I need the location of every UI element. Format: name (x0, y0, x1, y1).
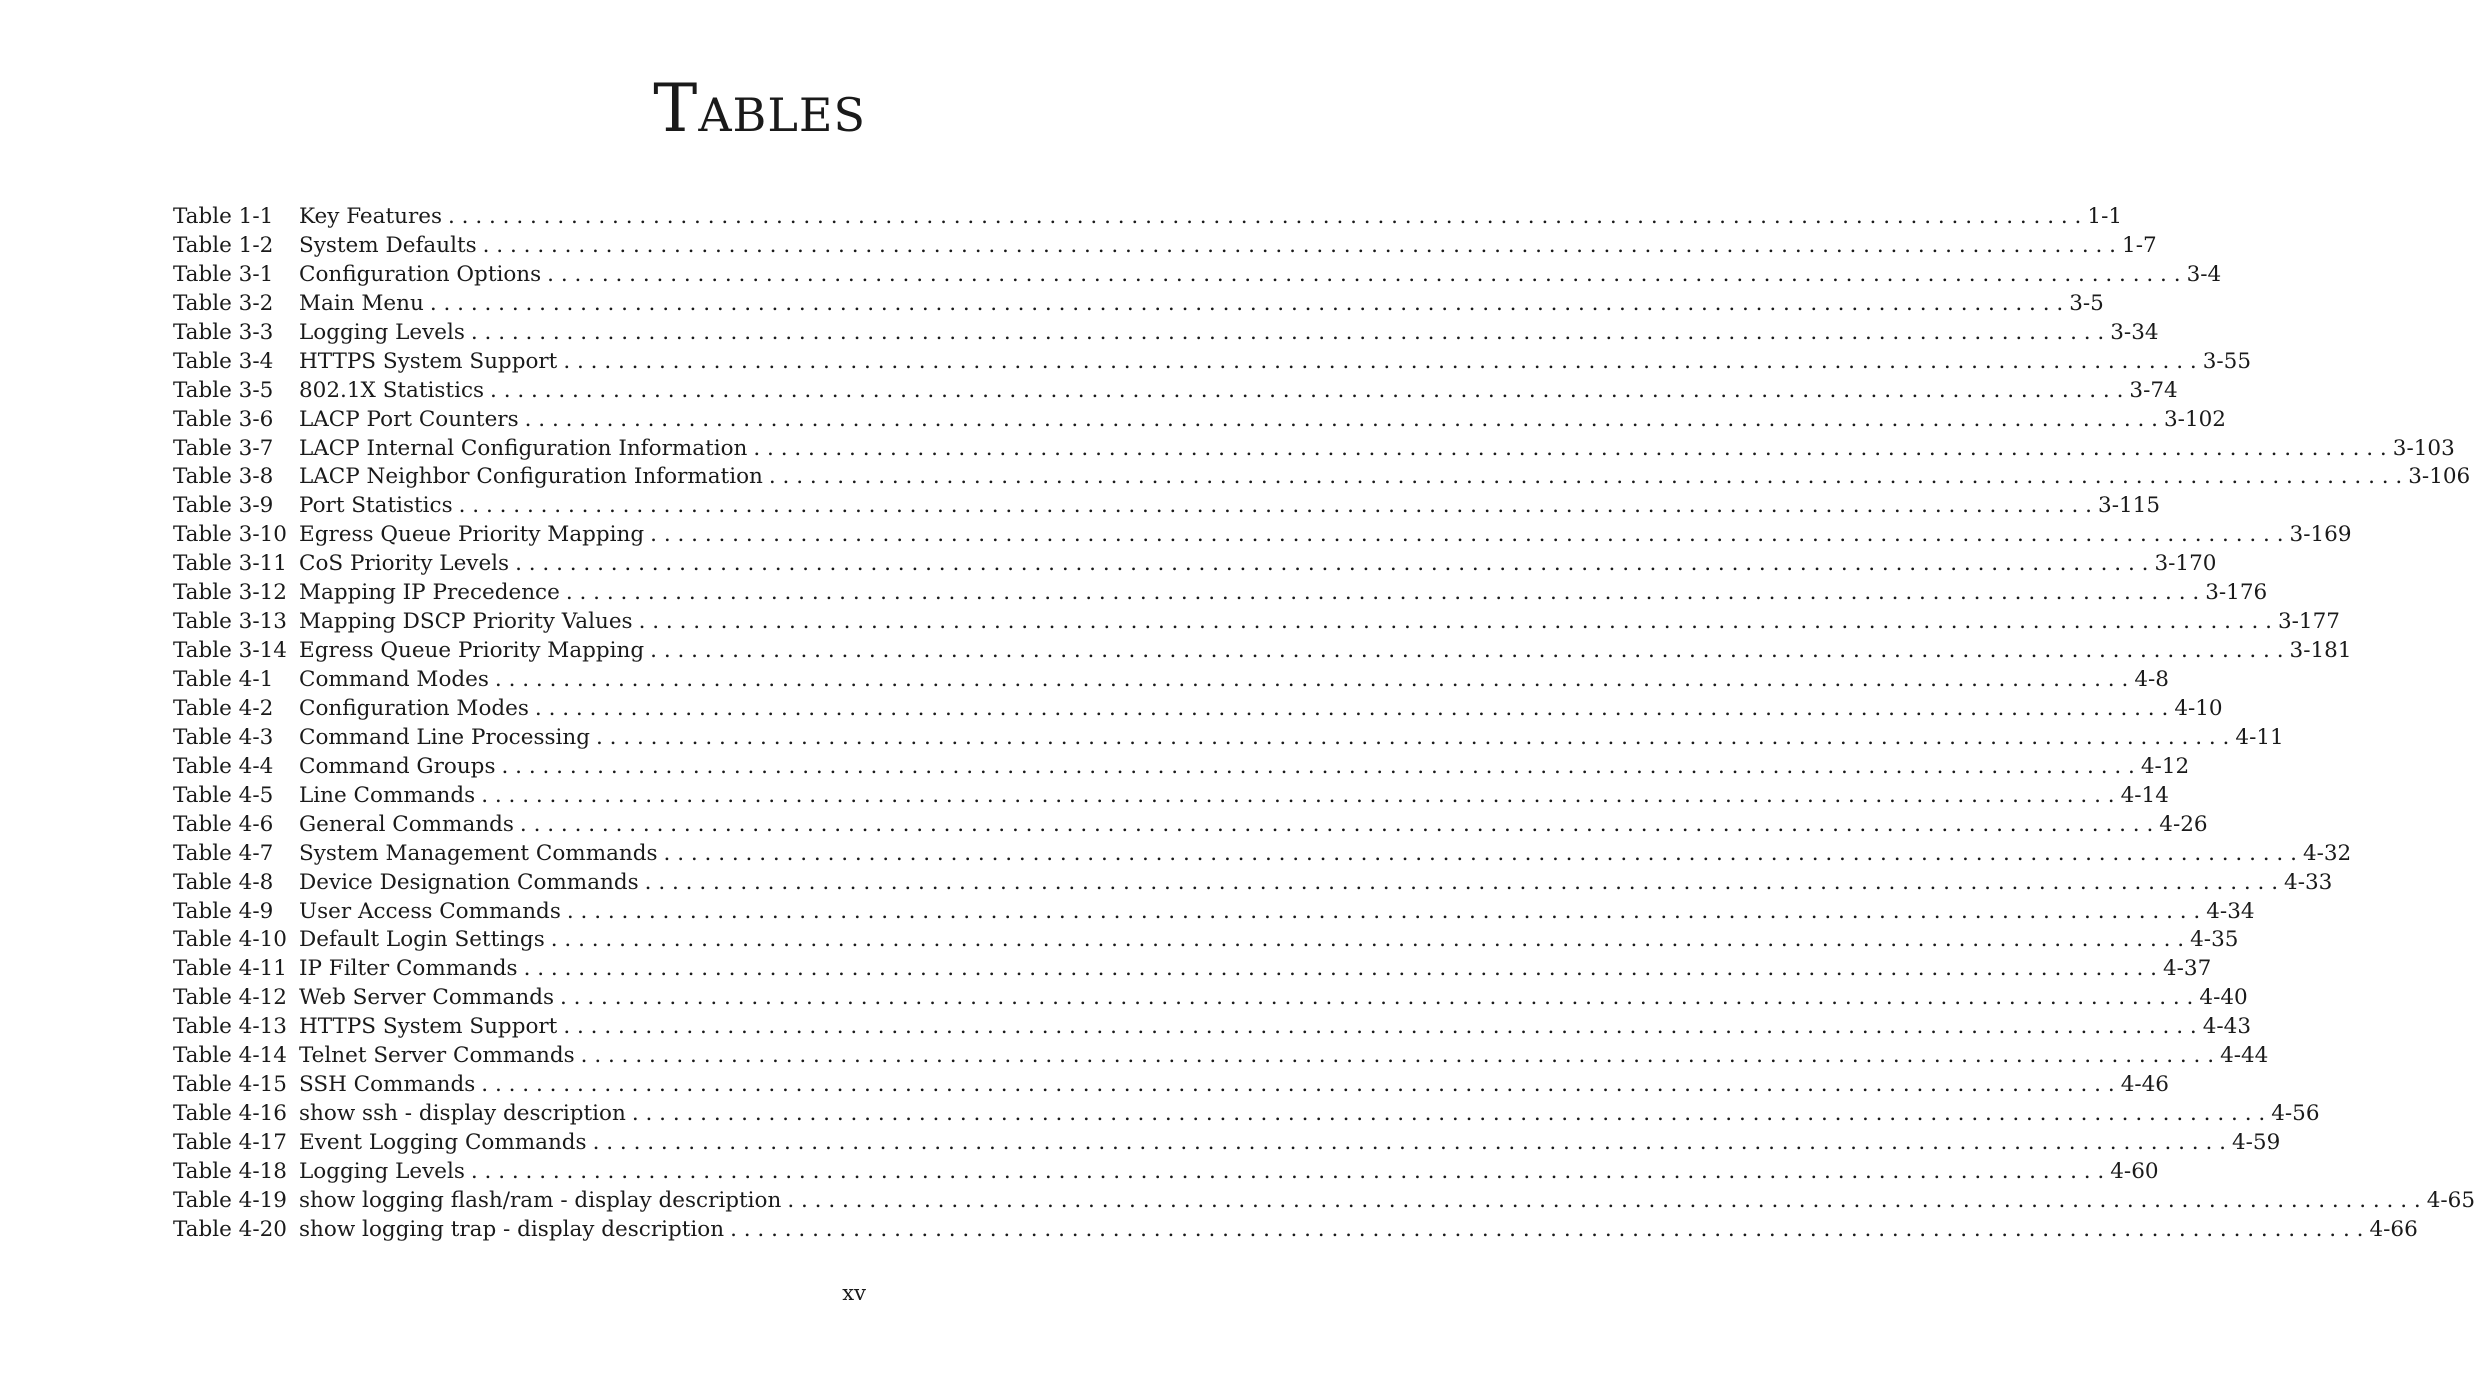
toc-entry[interactable] (173, 203, 2123, 232)
dot-leader: . . . . . . . . . . . . . . . . . . . . . . . . . . . . . . . . . . . . . . . . . . . . . . . . . . . . . . . . . . . . . . . . . . . . . . . . . . . . . . . . . . . . . . . . . . . . . . . . . . . . . . . . . . . . . . . . . . . . . . . . (650, 522, 2284, 548)
entry-number: Table 4-9 (173, 898, 274, 924)
entry-title: Logging Levels (299, 319, 465, 345)
dot-leader: . . . . . . . . . . . . . . . . . . . . . . . . . . . . . . . . . . . . . . . . . . . . . . . . . . . . . . . . . . . . . . . . . . . . . . . . . . . . . . . . . . . . . . . . . . . . . . . . . . . . . . . . . . . . . . . . . . . . . . . . (429, 290, 2064, 316)
entry-number: Table 4-15 (173, 1072, 287, 1098)
entry-title: Command Modes (299, 667, 489, 692)
entry-number: Table 3-8 (173, 464, 274, 490)
toc-entry[interactable] (173, 724, 2284, 753)
entry-page: 3-5 (2069, 290, 2104, 316)
toc-entry[interactable] (173, 521, 2352, 550)
dot-leader: . . . . . . . . . . . . . . . . . . . . . . . . . . . . . . . . . . . . . . . . . . . . . . . . . . . . . . . . . . . . . . . . . . . . . . . . . . . . . . . . . . . . . . . . . . . . . . . . . . . . . . . . . . . . . . . . . . . . . . . . (650, 638, 2284, 664)
toc-entry[interactable] (173, 1071, 2169, 1100)
entry-page: 4-43 (2202, 1014, 2252, 1040)
dot-leader: . . . . . . . . . . . . . . . . . . . . . . . . . . . . . . . . . . . . . . . . . . . . . . . . . . . . . . . . . . . . . . . . . . . . . . . . . . . . . . . . . . . . . . . . . . . . . . . . . . . . . . . . . . . . . . . . . . . . . . . . (563, 348, 2197, 374)
toc-entry[interactable] (173, 1042, 2269, 1071)
toc-entry[interactable] (173, 348, 2252, 377)
entry-number: Table 4-16 (173, 1101, 287, 1127)
entry-page: 1-1 (2087, 204, 2123, 229)
entry-number: Table 4-1 (173, 667, 274, 692)
entry-title: Key Features (299, 204, 442, 229)
entry-title: Telnet Server Commands (299, 1043, 575, 1069)
entry-page: 1-7 (2122, 232, 2157, 258)
entry-page: 3-177 (2277, 609, 2340, 635)
toc-entry[interactable] (173, 1013, 2252, 1042)
dot-leader: . . . . . . . . . . . . . . . . . . . . . . . . . . . . . . . . . . . . . . . . . . . . . . . . . . . . . . . . . . . . . . . . . . . . . . . . . . . . . . . . . . . . . . . . . . . . . . . . . . . . . . . . . . . . . . . . . . . . . . . . (753, 435, 2387, 461)
toc-entry[interactable] (173, 926, 2239, 955)
entry-page: 4-34 (2206, 898, 2255, 924)
dot-leader: . . . . . . . . . . . . . . . . . . . . . . . . . . . . . . . . . . . . . . . . . . . . . . . . . . . . . . . . . . . . . . . . . . . . . . . . . . . . . . . . . . . . . . . . . . . . . . . . . . . . . . . . . . . . . . . . . . . . . . . . (519, 811, 2154, 837)
toc-entry[interactable] (173, 637, 2352, 666)
toc-entry[interactable] (173, 319, 2159, 348)
toc-entry[interactable] (173, 463, 2471, 492)
entry-number: Table 4-17 (173, 1130, 287, 1155)
entry-page: 4-10 (2174, 695, 2223, 721)
entry-page: 4-66 (2369, 1216, 2418, 1242)
dot-leader: . . . . . . . . . . . . . . . . . . . . . . . . . . . . . . . . . . . . . . . . . . . . . . . . . . . . . . . . . . . . . . . . . . . . . . . . . . . . . . . . . . . . . . . . . . . . . . . . . . . . . . . . . . . . . . . . . . . . . . . . (565, 580, 2200, 606)
entry-title: Event Logging Commands (299, 1130, 587, 1155)
entry-title: Command Groups (299, 753, 496, 779)
entry-title: Device Designation Commands (299, 869, 639, 895)
dot-leader: . . . . . . . . . . . . . . . . . . . . . . . . . . . . . . . . . . . . . . . . . . . . . . . . . . . . . . . . . . . . . . . . . . . . . . . . . . . . . . . . . . . . . . . . . . . . . . . . . . . . . . . . . . . . . . . . . . . . . . . . (560, 985, 2194, 1011)
entry-page: 3-102 (2164, 406, 2226, 432)
toc-entry[interactable] (173, 290, 2104, 319)
dot-leader: . . . . . . . . . . . . . . . . . . . . . . . . . . . . . . . . . . . . . . . . . . . . . . . . . . . . . . . . . . . . . . . . . . . . . . . . . . . . . . . . . . . . . . . . . . . . . . . . . . . . . . . . . . . . . . . . . . . . . . . . (481, 1072, 2115, 1098)
entry-number: Table 4-12 (173, 985, 287, 1011)
dot-leader: . . . . . . . . . . . . . . . . . . . . . . . . . . . . . . . . . . . . . . . . . . . . . . . . . . . . . . . . . . . . . . . . . . . . . . . . . . . . . . . . . . . . . . . . . . . . . . . . . . . . . . . . . . . . . . . . . . . . . . . . (580, 1043, 2215, 1069)
entry-title: LACP Neighbor Configuration Information (299, 464, 763, 490)
dot-leader: . . . . . . . . . . . . . . . . . . . . . . . . . . . . . . . . . . . . . . . . . . . . . . . . . . . . . . . . . . . . . . . . . . . . . . . . . . . . . . . . . . . . . . . . . . . . . . . . . . . . . . . . . . . . . . . . . . . . . . . . (644, 869, 2279, 895)
entry-page: 4-32 (2302, 840, 2352, 866)
dot-leader: . . . . . . . . . . . . . . . . . . . . . . . . . . . . . . . . . . . . . . . . . . . . . . . . . . . . . . . . . . . . . . . . . . . . . . . . . . . . . . . . . . . . . . . . . . . . . . . . . . . . . . . . . . . . . . . . . . . . . . . . (501, 753, 2135, 779)
entry-number: Table 3-4 (173, 348, 274, 374)
dot-leader: . . . . . . . . . . . . . . . . . . . . . . . . . . . . . . . . . . . . . . . . . . . . . . . . . . . . . . . . . . . . . . . . . . . . . . . . . . . . . . . . . . . . . . . . . . . . . . . . . . . . . . . . . . . . . . . . . . . . . . . . (448, 204, 2082, 229)
entry-page: 4-60 (2110, 1158, 2159, 1184)
toc-entry[interactable] (173, 1100, 2320, 1129)
dot-leader: . . . . . . . . . . . . . . . . . . . . . . . . . . . . . . . . . . . . . . . . . . . . . . . . . . . . . . . . . . . . . . . . . . . . . . . . . . . . . . . . . . . . . . . . . . . . . . . . . . . . . . . . . . . . . . . . . . . . . . . . (470, 1158, 2105, 1184)
toc-entry[interactable] (173, 608, 2340, 637)
entry-title: Egress Queue Priority Mapping (299, 638, 645, 664)
entry-page: 3-34 (2110, 319, 2159, 345)
entry-number: Table 3-6 (173, 406, 274, 432)
entry-page: 4-14 (2120, 782, 2169, 808)
toc-entry[interactable] (173, 406, 2226, 435)
entry-number: Table 4-14 (173, 1043, 287, 1069)
entry-number: Table 3-11 (173, 551, 287, 577)
entry-page: 3-170 (2154, 551, 2217, 577)
dot-leader: . . . . . . . . . . . . . . . . . . . . . . . . . . . . . . . . . . . . . . . . . . . . . . . . . . . . . . . . . . . . . . . . . . . . . . . . . . . . . . . . . . . . . . . . . . . . . . . . . . . . . . . . . . . . . . . . . . . . . . . . (663, 840, 2297, 866)
toc-entry[interactable] (173, 898, 2255, 927)
toc-entry[interactable] (173, 782, 2169, 811)
entry-number: Table 3-10 (173, 522, 287, 548)
entry-title: IP Filter Commands (299, 956, 518, 982)
dot-leader: . . . . . . . . . . . . . . . . . . . . . . . . . . . . . . . . . . . . . . . . . . . . . . . . . . . . . . . . . . . . . . . . . . . . . . . . . . . . . . . . . . . . . . . . . . . . . . . . . . . . . . . . . . . . . . . . . . . . . . . . (631, 1101, 2266, 1127)
dot-leader: . . . . . . . . . . . . . . . . . . . . . . . . . . . . . . . . . . . . . . . . . . . . . . . . . . . . . . . . . . . . . . . . . . . . . . . . . . . . . . . . . . . . . . . . . . . . . . . . . . . . . . . . . . . . . . . . . . . . . . . . (550, 927, 2185, 953)
dot-leader: . . . . . . . . . . . . . . . . . . . . . . . . . . . . . . . . . . . . . . . . . . . . . . . . . . . . . . . . . . . . . . . . . . . . . . . . . . . . . . . . . . . . . . . . . . . . . . . . . . . . . . . . . . . . . . . . . . . . . . . . (490, 377, 2124, 403)
entry-page: 3-115 (2098, 493, 2160, 519)
entry-number: Table 3-3 (173, 319, 274, 345)
toc-entry[interactable] (173, 840, 2352, 869)
entry-page: 4-46 (2120, 1072, 2169, 1098)
entry-number: Table 1-1 (173, 204, 274, 229)
dot-leader: . . . . . . . . . . . . . . . . . . . . . . . . . . . . . . . . . . . . . . . . . . . . . . . . . . . . . . . . . . . . . . . . . . . . . . . . . . . . . . . . . . . . . . . . . . . . . . . . . . . . . . . . . . . . . . . . . . . . . . . . (470, 319, 2105, 345)
entry-number: Table 3-12 (173, 580, 287, 606)
toc-entry[interactable] (173, 869, 2333, 898)
dot-leader: . . . . . . . . . . . . . . . . . . . . . . . . . . . . . . . . . . . . . . . . . . . . . . . . . . . . . . . . . . . . . . . . . . . . . . . . . . . . . . . . . . . . . . . . . . . . . . . . . . . . . . . . . . . . . . . . . . . . . . . . (515, 551, 2149, 577)
entry-title: System Management Commands (299, 840, 658, 866)
toc-entry[interactable] (173, 811, 2208, 840)
entry-page: 3-169 (2289, 522, 2352, 548)
entry-page: 4-33 (2284, 869, 2333, 895)
entry-page: 4-37 (2162, 956, 2212, 982)
entry-page: 4-40 (2199, 985, 2248, 1011)
entry-number: Table 4-5 (173, 782, 274, 808)
entry-title: LACP Internal Configuration Information (299, 435, 748, 461)
entry-title: HTTPS System Support (299, 348, 558, 374)
dot-leader: . . . . . . . . . . . . . . . . . . . . . . . . . . . . . . . . . . . . . . . . . . . . . . . . . . . . . . . . . . . . . . . . . . . . . . . . . . . . . . . . . . . . . . . . . . . . . . . . . . . . . . . . . . . . . . . . . . . . . . . . (481, 782, 2115, 808)
entry-title: Command Line Processing (299, 724, 590, 750)
dot-leader: . . . . . . . . . . . . . . . . . . . . . . . . . . . . . . . . . . . . . . . . . . . . . . . . . . . . . . . . . . . . . . . . . . . . . . . . . . . . . . . . . . . . . . . . . . . . . . . . . . . . . . . . . . . . . . . . . . . . . . . . (592, 1130, 2226, 1155)
toc-entry[interactable] (173, 550, 2217, 579)
dot-leader: . . . . . . . . . . . . . . . . . . . . . . . . . . . . . . . . . . . . . . . . . . . . . . . . . . . . . . . . . . . . . . . . . . . . . . . . . . . . . . . . . . . . . . . . . . . . . . . . . . . . . . . . . . . . . . . . . . . . . . . . (534, 695, 2169, 721)
entry-page: 4-56 (2271, 1101, 2320, 1127)
entry-page: 3-4 (2186, 261, 2222, 287)
entry-number: Table 3-7 (173, 435, 274, 461)
entry-number: Table 4-18 (173, 1158, 287, 1184)
entry-number: Table 4-13 (173, 1014, 287, 1040)
entry-number: Table 4-19 (173, 1187, 287, 1213)
toc-entry[interactable] (173, 1129, 2281, 1158)
entry-number: Table 4-3 (173, 724, 274, 750)
entry-title: Web Server Commands (299, 985, 555, 1011)
entry-page: 3-106 (2408, 464, 2471, 490)
entry-number: Table 4-20 (173, 1216, 287, 1242)
entry-page: 4-65 (2426, 1187, 2475, 1213)
entry-page: 4-44 (2220, 1043, 2269, 1069)
entry-number: Table 4-7 (173, 840, 274, 866)
entry-page: 4-12 (2140, 753, 2190, 779)
dot-leader: . . . . . . . . . . . . . . . . . . . . . . . . . . . . . . . . . . . . . . . . . . . . . . . . . . . . . . . . . . . . . . . . . . . . . . . . . . . . . . . . . . . . . . . . . . . . . . . . . . . . . . . . . . . . . . . . . . . . . . . . (523, 956, 2157, 982)
page-title (653, 70, 866, 147)
toc-entry[interactable] (173, 984, 2248, 1013)
entry-page: 4-35 (2190, 927, 2239, 953)
entry-page: 3-103 (2392, 435, 2455, 461)
dot-leader: . . . . . . . . . . . . . . . . . . . . . . . . . . . . . . . . . . . . . . . . . . . . . . . . . . . . . . . . . . . . . . . . . . . . . . . . . . . . . . . . . . . . . . . . . . . . . . . . . . . . . . . . . . . . . . . . . . . . . . . . (458, 493, 2093, 519)
entry-number: Table 3-14 (173, 638, 287, 664)
list-of-tables (173, 203, 2475, 1245)
toc-entry[interactable] (173, 1216, 2418, 1245)
entry-title: Mapping DSCP Priority Values (299, 609, 633, 635)
entry-title: Egress Queue Priority Mapping (299, 522, 645, 548)
entry-title: CoS Priority Levels (299, 551, 510, 577)
toc-entry[interactable] (173, 1158, 2159, 1187)
entry-title: Configuration Modes (299, 695, 529, 721)
dot-leader: . . . . . . . . . . . . . . . . . . . . . . . . . . . . . . . . . . . . . . . . . . . . . . . . . . . . . . . . . . . . . . . . . . . . . . . . . . . . . . . . . . . . . . . . . . . . . . . . . . . . . . . . . . . . . . . . . . . . . . . . (638, 609, 2272, 635)
dot-leader: . . . . . . . . . . . . . . . . . . . . . . . . . . . . . . . . . . . . . . . . . . . . . . . . . . . . . . . . . . . . . . . . . . . . . . . . . . . . . . . . . . . . . . . . . . . . . . . . . . . . . . . . . . . . . . . . . . . . . . . . (566, 898, 2201, 924)
dot-leader: . . . . . . . . . . . . . . . . . . . . . . . . . . . . . . . . . . . . . . . . . . . . . . . . . . . . . . . . . . . . . . . . . . . . . . . . . . . . . . . . . . . . . . . . . . . . . . . . . . . . . . . . . . . . . . . . . . . . . . . . (494, 667, 2129, 692)
toc-entry[interactable] (173, 435, 2455, 464)
entry-page: 3-181 (2289, 638, 2352, 664)
toc-entry[interactable] (173, 666, 2169, 695)
entry-page: 4-8 (2134, 667, 2169, 692)
entry-number: Table 4-11 (173, 956, 287, 982)
entry-page: 3-176 (2205, 580, 2268, 606)
entry-title: System Defaults (299, 232, 477, 258)
entry-title: show ssh - display description (299, 1101, 626, 1127)
entry-title: Port Statistics (299, 493, 453, 519)
entry-page: 3-55 (2202, 348, 2252, 374)
dot-leader: . . . . . . . . . . . . . . . . . . . . . . . . . . . . . . . . . . . . . . . . . . . . . . . . . . . . . . . . . . . . . . . . . . . . . . . . . . . . . . . . . . . . . . . . . . . . . . . . . . . . . . . . . . . . . . . . . . . . . . . . (547, 261, 2181, 287)
toc-entry[interactable] (173, 1187, 2475, 1216)
dot-leader: . . . . . . . . . . . . . . . . . . . . . . . . . . . . . . . . . . . . . . . . . . . . . . . . . . . . . . . . . . . . . . . . . . . . . . . . . . . . . . . . . . . . . . . . . . . . . . . . . . . . . . . . . . . . . . . . . . . . . . . . (482, 232, 2117, 258)
toc-entry[interactable] (173, 377, 2178, 406)
entry-title: LACP Port Counters (299, 406, 519, 432)
entry-title: User Access Commands (299, 898, 561, 924)
dot-leader: . . . . . . . . . . . . . . . . . . . . . . . . . . . . . . . . . . . . . . . . . . . . . . . . . . . . . . . . . . . . . . . . . . . . . . . . . . . . . . . . . . . . . . . . . . . . . . . . . . . . . . . . . . . . . . . . . . . . . . . . (524, 406, 2158, 432)
dot-leader: . . . . . . . . . . . . . . . . . . . . . . . . . . . . . . . . . . . . . . . . . . . . . . . . . . . . . . . . . . . . . . . . . . . . . . . . . . . . . . . . . . . . . . . . . . . . . . . . . . . . . . . . . . . . . . . . . . . . . . . . (787, 1187, 2421, 1213)
entry-number: Table 4-4 (173, 753, 274, 779)
entry-number: Table 3-13 (173, 609, 287, 635)
entry-title: Line Commands (299, 782, 476, 808)
dot-leader: . . . . . . . . . . . . . . . . . . . . . . . . . . . . . . . . . . . . . . . . . . . . . . . . . . . . . . . . . . . . . . . . . . . . . . . . . . . . . . . . . . . . . . . . . . . . . . . . . . . . . . . . . . . . . . . . . . . . . . . . (563, 1014, 2197, 1040)
page-title-rest: ABLES (698, 88, 866, 142)
entry-number: Table 4-6 (173, 811, 274, 837)
entry-number: Table 3-5 (173, 377, 274, 403)
entry-title: 802.1X Statistics (299, 377, 485, 403)
toc-entry[interactable] (173, 955, 2212, 984)
toc-entry[interactable] (173, 579, 2268, 608)
entry-number: Table 3-9 (173, 493, 274, 519)
entry-number: Table 4-10 (173, 927, 287, 953)
toc-entry[interactable] (173, 695, 2223, 724)
entry-title: Logging Levels (299, 1158, 465, 1184)
entry-page: 4-11 (2235, 724, 2284, 750)
entry-title: SSH Commands (299, 1072, 476, 1098)
entry-title: HTTPS System Support (299, 1014, 558, 1040)
entry-number: Table 4-8 (173, 869, 274, 895)
toc-entry[interactable] (173, 232, 2157, 261)
dot-leader: . . . . . . . . . . . . . . . . . . . . . . . . . . . . . . . . . . . . . . . . . . . . . . . . . . . . . . . . . . . . . . . . . . . . . . . . . . . . . . . . . . . . . . . . . . . . . . . . . . . . . . . . . . . . . . . . . . . . . . . . (768, 464, 2403, 490)
entry-title: show logging flash/ram - display description (299, 1187, 782, 1213)
page-title-initial: T (653, 70, 699, 147)
entry-number: Table 4-2 (173, 695, 274, 721)
dot-leader: . . . . . . . . . . . . . . . . . . . . . . . . . . . . . . . . . . . . . . . . . . . . . . . . . . . . . . . . . . . . . . . . . . . . . . . . . . . . . . . . . . . . . . . . . . . . . . . . . . . . . . . . . . . . . . . . . . . . . . . . (730, 1216, 2364, 1242)
entry-title: Default Login Settings (299, 927, 545, 953)
entry-page: 4-59 (2231, 1130, 2281, 1155)
entry-page: 4-26 (2159, 811, 2208, 837)
entry-title: show logging trap - display description (299, 1216, 725, 1242)
entry-number: Table 1-2 (173, 232, 274, 258)
entry-title: General Commands (299, 811, 514, 837)
toc-entry[interactable] (173, 753, 2190, 782)
entry-title: Mapping IP Precedence (299, 580, 560, 606)
toc-entry[interactable] (173, 261, 2222, 290)
page-number: xv (842, 1281, 866, 1305)
entry-page: 3-74 (2129, 377, 2178, 403)
dot-leader: . . . . . . . . . . . . . . . . . . . . . . . . . . . . . . . . . . . . . . . . . . . . . . . . . . . . . . . . . . . . . . . . . . . . . . . . . . . . . . . . . . . . . . . . . . . . . . . . . . . . . . . . . . . . . . . . . . . . . . . . (596, 724, 2230, 750)
entry-number: Table 3-2 (173, 290, 274, 316)
toc-entry[interactable] (173, 492, 2160, 521)
entry-title: Configuration Options (299, 261, 542, 287)
entry-number: Table 3-1 (173, 261, 274, 287)
entry-title: Main Menu (299, 290, 424, 316)
